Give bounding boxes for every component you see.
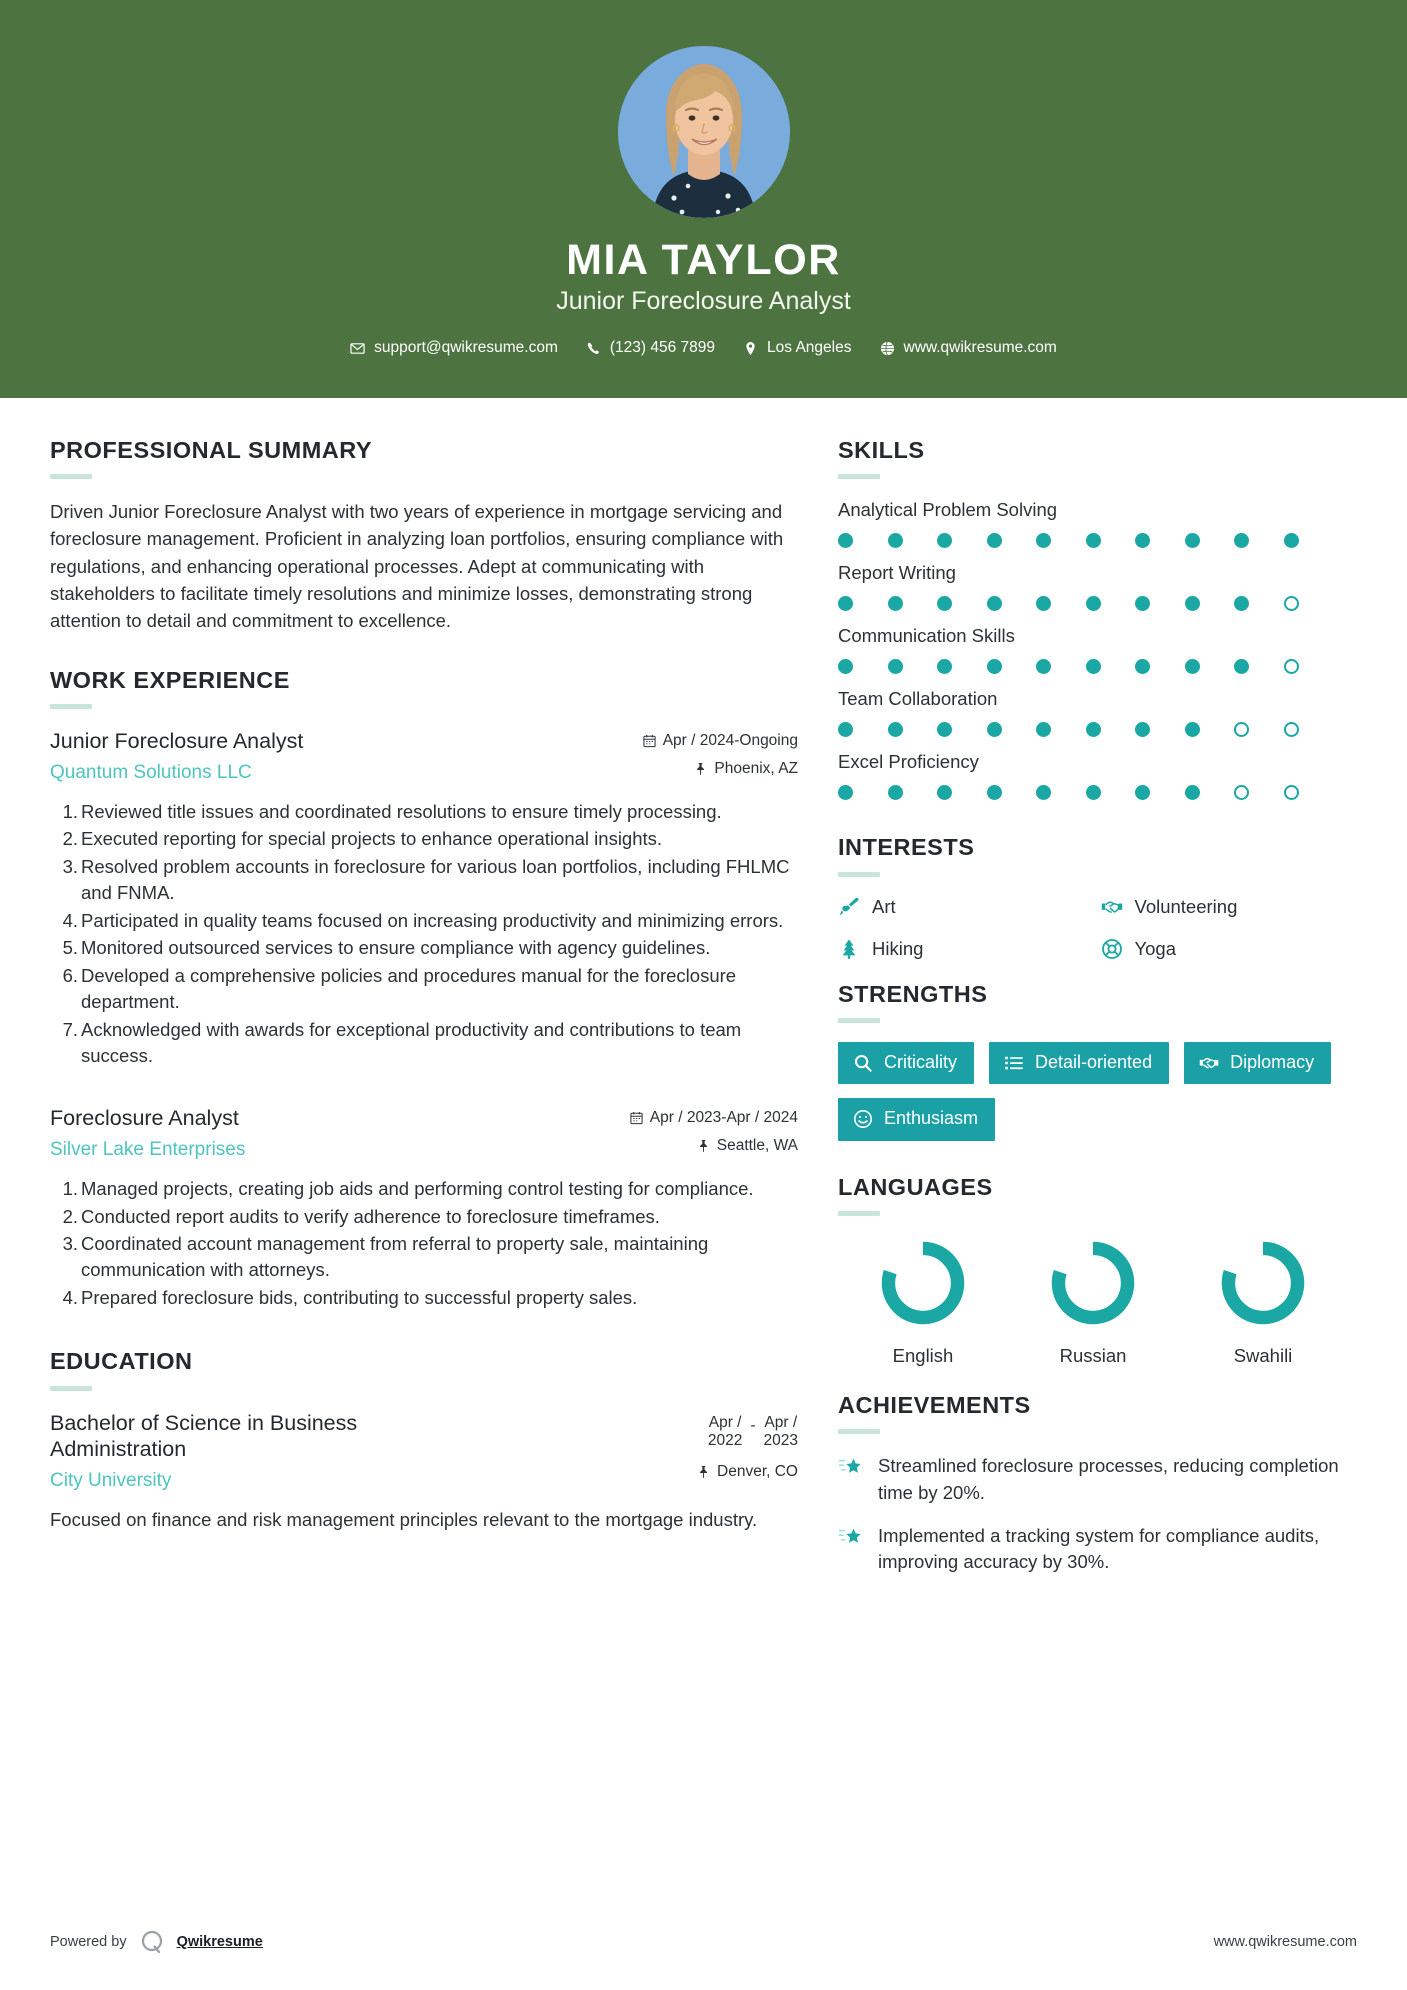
- skill-dot: [1185, 722, 1235, 737]
- skill-dot: [1234, 533, 1284, 548]
- powered-by-label: Powered by: [50, 1934, 127, 1950]
- skill-dot: [937, 785, 987, 800]
- education-school[interactable]: City University: [50, 1470, 172, 1492]
- skill-dot: [1234, 659, 1284, 674]
- education-start-month: Apr /: [708, 1413, 742, 1431]
- skill-dot: [888, 722, 938, 737]
- skill-dot: [1086, 596, 1136, 611]
- skill-dot: [987, 659, 1037, 674]
- section-title: PROFESSIONAL SUMMARY: [50, 437, 373, 463]
- section-skills: [838, 436, 1353, 800]
- language-ring: [1215, 1235, 1311, 1331]
- pin-icon: [697, 1139, 710, 1153]
- skill-dot: [987, 785, 1037, 800]
- language-item: [838, 1235, 1008, 1367]
- smiley-icon: [853, 1109, 873, 1129]
- job-location: [643, 760, 798, 778]
- skill-dot: [1086, 722, 1136, 737]
- skill-dot: [1284, 533, 1334, 548]
- section-interests: [838, 833, 1353, 959]
- skill-dot: [838, 596, 888, 611]
- job-role: Foreclosure Analyst: [50, 1106, 239, 1131]
- lifebuoy-icon: [1101, 938, 1123, 960]
- job-location-text: Seattle, WA: [716, 1137, 798, 1155]
- skill-item: [838, 561, 1353, 611]
- tree-icon: [838, 938, 860, 960]
- language-item: [1178, 1235, 1348, 1367]
- handshake-icon: [1101, 896, 1123, 918]
- skill-dot: [987, 722, 1037, 737]
- job-location-text: Phoenix, AZ: [714, 760, 798, 778]
- skill-dot: [1135, 596, 1185, 611]
- skill-dot: [1284, 596, 1334, 611]
- list-item: Acknowledged with awards for exceptional productivity and contributions to team success.: [81, 1018, 742, 1067]
- skill-dot: [888, 659, 938, 674]
- strength-label: Detail-oriented: [1035, 1051, 1153, 1072]
- pin-icon: [697, 1465, 710, 1479]
- phone-icon: [586, 341, 601, 356]
- skill-dot: [1135, 722, 1185, 737]
- map-pin-icon: [743, 341, 758, 356]
- skill-dot: [1185, 596, 1235, 611]
- skill-rating: [838, 785, 1353, 800]
- skill-rating: [838, 533, 1353, 548]
- contact-website-text: www.qwikresume.com: [903, 339, 1057, 357]
- skill-label: Report Writing: [838, 562, 956, 584]
- interest-label: Volunteering: [1134, 895, 1238, 917]
- achievement-text: Streamlined foreclosure processes, reducing completion time by 20%.: [878, 1455, 1339, 1503]
- job-dates: [643, 732, 798, 750]
- job-dates-text: Apr / 2024-Ongoing: [662, 732, 798, 750]
- skill-dot: [1086, 533, 1136, 548]
- skill-dot: [937, 659, 987, 674]
- achievement-item: [838, 1523, 1353, 1576]
- work-entry: [50, 728, 798, 1069]
- envelope-icon: [350, 341, 365, 356]
- section-title: WORK EXPERIENCE: [50, 667, 290, 694]
- skill-dot: [1284, 785, 1334, 800]
- resume-header: [0, 0, 1407, 398]
- interest-label: Yoga: [1134, 937, 1177, 959]
- section-header: [838, 833, 1353, 876]
- strength-label: Diplomacy: [1230, 1051, 1315, 1072]
- star-badge-icon: [838, 1525, 864, 1551]
- list-item: Participated in quality teams focused on increasing productivity and minimizing errors.: [81, 909, 784, 931]
- contact-email-text: support@qwikresume.com: [374, 339, 558, 357]
- avatar: [618, 46, 790, 218]
- handshake-icon: [1199, 1053, 1219, 1073]
- skill-dot: [1086, 785, 1136, 800]
- summary-text: Driven Junior Foreclosure Analyst with two years of experience in mortgage servicing and foreclosure management. Proficient in analyzing loan portfolios, ensuring compliance with regulations, and enhancing operational processes. Adept at communicating with stakeholders to facilitate timely resolutions and minimize losses, demonstrating strong attention to detail and commitment to excellence.: [50, 501, 784, 631]
- page-title: MIA TAYLOR: [566, 236, 841, 284]
- section-rule: [838, 1018, 880, 1023]
- job-bullets: [50, 799, 798, 1070]
- section-rule: [838, 1429, 880, 1434]
- qwikresume-logo-icon: [138, 1928, 166, 1956]
- list-item: Conducted report audits to verify adherence to foreclosure timeframes.: [81, 1205, 660, 1227]
- left-column: [50, 436, 798, 1542]
- date-separator: -: [750, 1416, 756, 1434]
- job-company[interactable]: Quantum Solutions LLC: [50, 762, 252, 784]
- skill-dot: [1036, 533, 1086, 548]
- strength-badge-enthusiasm: [838, 1098, 995, 1141]
- skill-item: [838, 498, 1353, 548]
- language-item: [1008, 1235, 1178, 1367]
- skill-dot: [838, 659, 888, 674]
- skill-dot: [937, 533, 987, 548]
- skill-dot: [1284, 722, 1334, 737]
- achievement-text: Implemented a tracking system for compliance audits, improving accuracy by 30%.: [878, 1524, 1320, 1573]
- pin-icon: [694, 762, 707, 776]
- contact-email[interactable]: [336, 339, 572, 357]
- skill-dot: [987, 596, 1037, 611]
- list-item: Monitored outsourced services to ensure compliance with agency guidelines.: [81, 937, 711, 959]
- strengths-list: [838, 1042, 1353, 1141]
- education-entry: [50, 1410, 798, 1534]
- skill-dot: [888, 533, 938, 548]
- list-item: Coordinated account management from referral to property sale, maintaining communication with attorneys.: [81, 1233, 709, 1281]
- section-header: [50, 436, 798, 479]
- interest-label: Hiking: [872, 937, 924, 959]
- list-item: Executed reporting for special projects to enhance operational insights.: [81, 828, 663, 850]
- strength-badge-criticality: [838, 1042, 974, 1085]
- language-label: Swahili: [1233, 1345, 1293, 1367]
- language-ring: [875, 1235, 971, 1331]
- paintbrush-icon: [838, 896, 860, 918]
- section-rule: [838, 872, 880, 877]
- skill-dot: [1185, 785, 1235, 800]
- qwikresume-link[interactable]: Qwikresume: [176, 1934, 263, 1950]
- work-entry: [50, 1105, 798, 1311]
- education-end-date: [764, 1414, 798, 1451]
- skill-dot: [888, 596, 938, 611]
- interest-label: Art: [872, 895, 896, 917]
- skill-rating: [838, 596, 1353, 611]
- contact-row: [0, 339, 1407, 357]
- skill-dot: [1234, 785, 1284, 800]
- education-end-month: Apr /: [764, 1413, 798, 1431]
- section-title: INTERESTS: [838, 834, 975, 861]
- skill-dot: [1135, 659, 1185, 674]
- section-rule: [50, 474, 92, 479]
- interest-item: [1101, 896, 1354, 918]
- contact-website[interactable]: [866, 339, 1071, 357]
- section-rule: [50, 1386, 92, 1391]
- achievement-item: [838, 1453, 1353, 1506]
- interests-grid: [838, 896, 1353, 960]
- skill-dot: [937, 596, 987, 611]
- strength-badge-diplomacy: [1184, 1042, 1331, 1085]
- education-description: Focused on finance and risk management principles relevant to the mortgage industry.: [50, 1509, 758, 1531]
- calendar-icon: [630, 1111, 643, 1125]
- skill-dot: [1036, 785, 1086, 800]
- skill-dot: [987, 533, 1037, 548]
- education-start-year: 2022: [707, 1432, 743, 1450]
- education-end-year: 2023: [763, 1432, 798, 1450]
- skill-dot: [1086, 659, 1136, 674]
- skill-item: [838, 750, 1353, 800]
- section-languages: [838, 1173, 1353, 1367]
- skill-rating: [838, 659, 1353, 674]
- interest-item: [1101, 938, 1354, 960]
- strength-label: Enthusiasm: [884, 1108, 979, 1129]
- skill-rating: [838, 722, 1353, 737]
- star-badge-icon: [838, 1455, 864, 1481]
- skill-label: Analytical Problem Solving: [838, 499, 1058, 521]
- section-professional-summary: [50, 436, 798, 634]
- section-title: LANGUAGES: [838, 1173, 993, 1200]
- skill-dot: [937, 722, 987, 737]
- skill-item: [838, 624, 1353, 674]
- skill-label: Team Collaboration: [838, 688, 998, 710]
- job-dates-text: Apr / 2023-Apr / 2024: [649, 1109, 798, 1127]
- skill-dot: [888, 785, 938, 800]
- contact-location[interactable]: [729, 339, 865, 357]
- strength-label: Criticality: [884, 1051, 958, 1072]
- skill-dot: [1234, 596, 1284, 611]
- skill-dot: [1185, 533, 1235, 548]
- education-location: [697, 1463, 798, 1481]
- interest-item: [838, 896, 1091, 918]
- job-title: Junior Foreclosure Analyst: [556, 287, 851, 316]
- skill-dot: [1234, 722, 1284, 737]
- list-icon: [1004, 1053, 1024, 1073]
- skill-item: [838, 687, 1353, 737]
- resume-body: [0, 398, 1407, 1592]
- job-role: Junior Foreclosure Analyst: [50, 729, 304, 754]
- list-item: Developed a comprehensive policies and procedures manual for the foreclosure department.: [81, 964, 737, 1013]
- contact-phone[interactable]: [572, 339, 729, 357]
- section-header: [838, 436, 1353, 479]
- section-header: [838, 1173, 1353, 1216]
- interest-item: [838, 938, 1091, 960]
- page-footer: [0, 1928, 1407, 1956]
- section-education: [50, 1347, 798, 1534]
- skill-dot: [1036, 596, 1086, 611]
- globe-icon: [880, 341, 895, 356]
- skill-dot: [1036, 722, 1086, 737]
- section-rule: [50, 704, 92, 709]
- education-location-text: Denver, CO: [717, 1462, 798, 1480]
- skill-label: Communication Skills: [838, 625, 1015, 647]
- powered-by: [50, 1928, 263, 1956]
- section-title: SKILLS: [838, 437, 925, 463]
- language-ring: [1045, 1235, 1141, 1331]
- section-header: [50, 1347, 798, 1390]
- skill-dot: [1135, 785, 1185, 800]
- section-achievements: [838, 1391, 1353, 1575]
- languages-list: [838, 1235, 1353, 1367]
- list-item: Reviewed title issues and coordinated resolutions to ensure timely processing.: [81, 800, 722, 822]
- magnifier-icon: [853, 1053, 873, 1073]
- skill-label: Excel Proficiency: [838, 751, 979, 773]
- section-title: ACHIEVEMENTS: [838, 1392, 1031, 1419]
- section-strengths: [838, 980, 1353, 1141]
- skill-dot: [838, 785, 888, 800]
- education-dates: [697, 1414, 798, 1451]
- language-label: Russian: [1059, 1345, 1127, 1367]
- section-title: STRENGTHS: [838, 980, 988, 1007]
- skill-dot: [838, 722, 888, 737]
- right-column: [838, 436, 1353, 1592]
- skill-dot: [1135, 533, 1185, 548]
- skill-dot: [1185, 659, 1235, 674]
- skill-dot: [838, 533, 888, 548]
- calendar-icon: [643, 734, 656, 748]
- job-location: [630, 1137, 798, 1155]
- skill-dot: [1284, 659, 1334, 674]
- strength-badge-detail-oriented: [989, 1042, 1169, 1085]
- section-work-experience: [50, 666, 798, 1311]
- section-rule: [838, 474, 880, 479]
- list-item: Managed projects, creating job aids and performing control testing for compliance.: [81, 1178, 754, 1200]
- contact-phone-text: (123) 456 7899: [609, 339, 716, 357]
- list-item: Resolved problem accounts in foreclosure for various loan portfolios, including FHLMC and FNMA.: [81, 855, 790, 904]
- section-header: [838, 1391, 1353, 1434]
- job-dates: [630, 1109, 798, 1127]
- job-bullets: [50, 1176, 798, 1311]
- section-header: [838, 980, 1353, 1023]
- education-start-date: [708, 1414, 742, 1451]
- contact-location-text: Los Angeles: [767, 339, 852, 357]
- section-header: [50, 666, 798, 709]
- education-degree: Bachelor of Science in Business Administration: [50, 1410, 358, 1462]
- section-title: EDUCATION: [50, 1348, 193, 1375]
- list-item: Prepared foreclosure bids, contributing to successful property sales.: [81, 1286, 638, 1308]
- skill-dot: [1036, 659, 1086, 674]
- footer-url[interactable]: www.qwikresume.com: [1213, 1934, 1357, 1950]
- section-rule: [838, 1211, 880, 1216]
- language-label: English: [892, 1345, 954, 1367]
- job-company[interactable]: Silver Lake Enterprises: [50, 1139, 246, 1161]
